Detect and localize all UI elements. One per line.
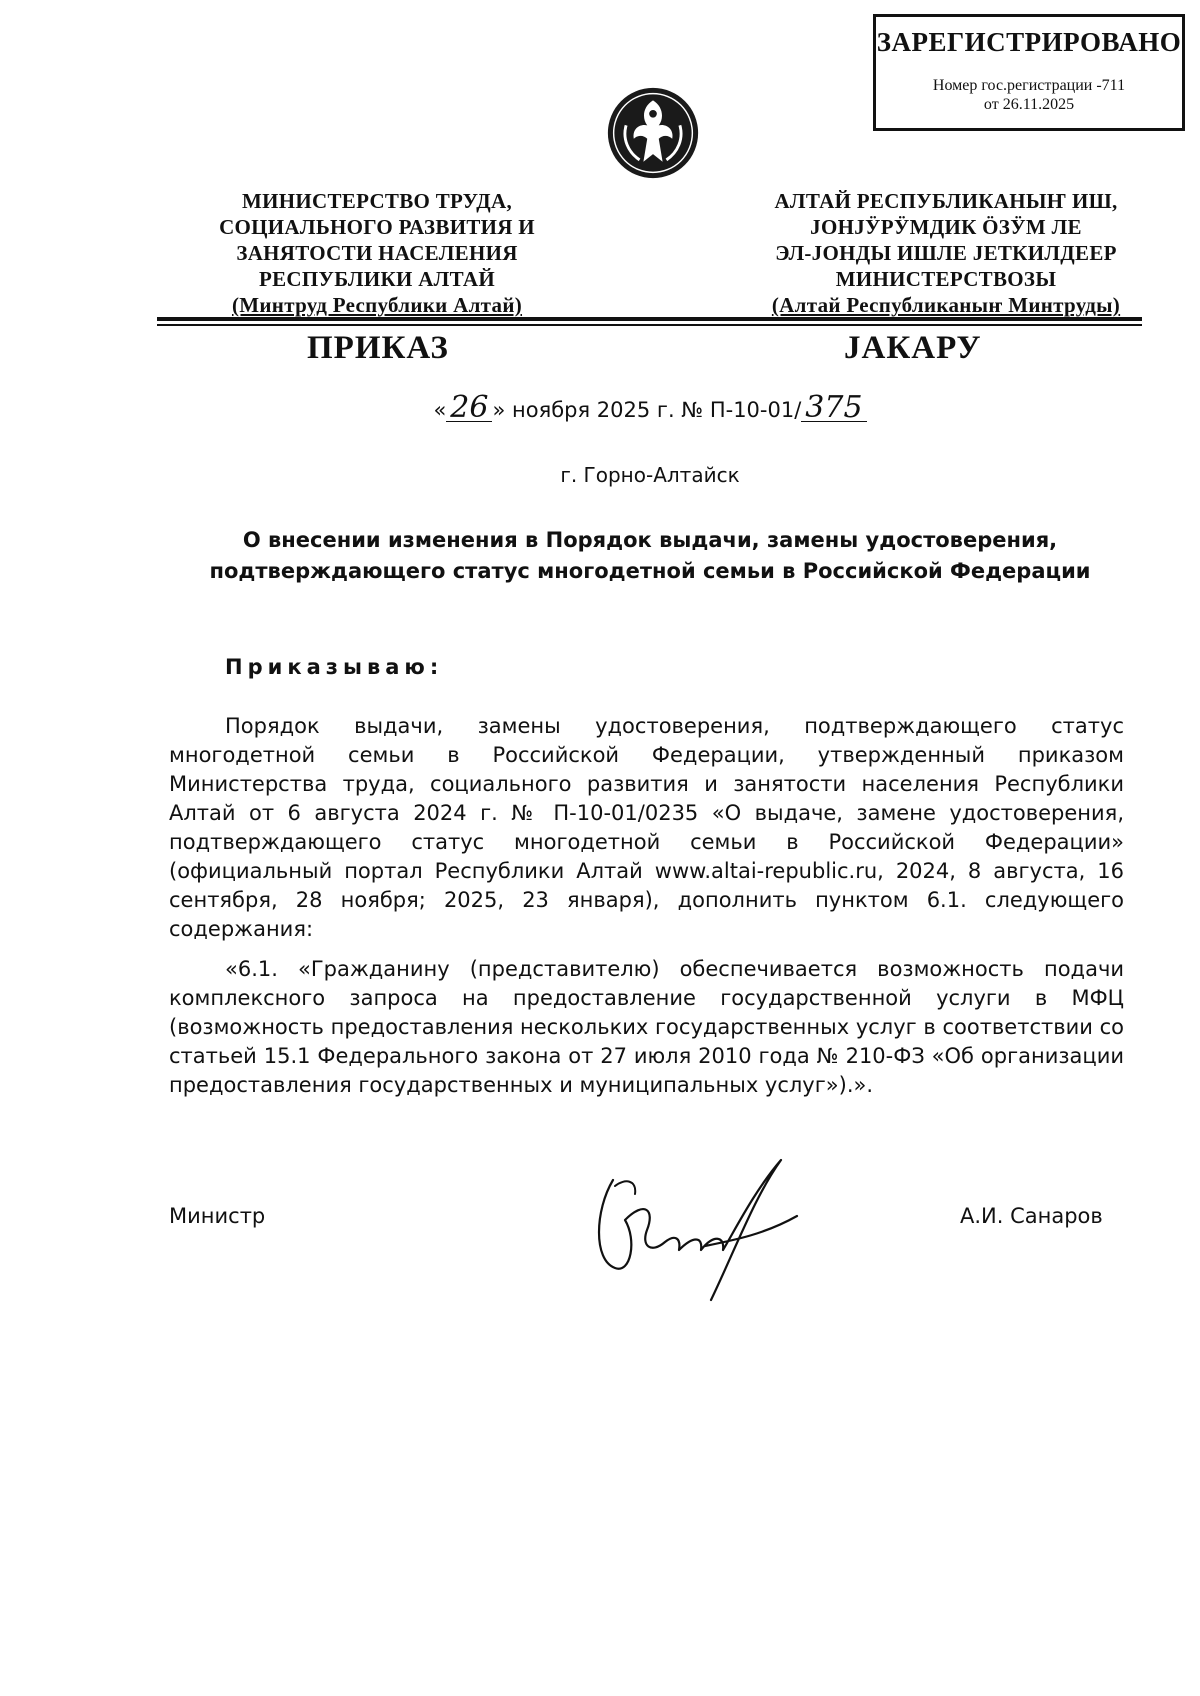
- paragraph-text: Порядок выдачи, замены удостоверения, подтверждающего статус многодетной семьи в Российской Федерации, утвержденный приказом Министерства труда, социального развития и занятости населения Республики Алтай от 6 августа 2024 г. № П-10-01/0235 «О выдаче, замене удостоверения, подтверждающего статус многодетной семьи в Российской Федерации» (официальный портал Республики Алтай www.altai-republic.ru, 2024, 8 августа, 16 сентября, 28 ноября; 2025, 23 января), дополнить пунктом 6.1. следующего содержания:: [169, 714, 1124, 941]
- header-right-line: МИНИСТЕРСТВОЗЫ: [835, 267, 1057, 291]
- order-word: Приказываю:: [225, 655, 444, 679]
- header-left-line: (Минтруд Республики Алтай): [231, 293, 523, 317]
- body-paragraph-2: [169, 955, 1124, 1100]
- date-number-line: [0, 390, 1200, 425]
- doc-type-altai: ЈАКАРУ: [844, 330, 982, 366]
- signer-name: А.И. Санаров: [960, 1204, 1103, 1228]
- stamp-reg-date: от 26.11.2025: [983, 96, 1075, 113]
- stamp-title: ЗАРЕГИСТРИРОВАНО: [876, 27, 1182, 57]
- signature-icon: [585, 1150, 815, 1310]
- registration-stamp: [873, 14, 1185, 131]
- header-right-line: ЈОНЈӰРӰМДИК ӦЗӰМ ЛЕ: [810, 215, 1082, 239]
- signer-position: Министр: [169, 1204, 266, 1228]
- header-left-line: ЗАНЯТОСТИ НАСЕЛЕНИЯ: [236, 241, 518, 265]
- header-left-line: СОЦИАЛЬНОГО РАЗВИТИЯ И: [219, 215, 535, 239]
- city: г. Горно-Алтайск: [560, 463, 740, 487]
- handwritten-day: 26: [446, 395, 492, 422]
- emblem-icon: [605, 85, 701, 181]
- document-title: [160, 525, 1140, 587]
- header-right: [736, 188, 1156, 318]
- header-left: [167, 188, 587, 318]
- header-right-line: (Алтай Республиканыҥ Минтруды): [771, 293, 1121, 317]
- stamp-reg-number: Номер гос.регистрации -711: [932, 77, 1126, 94]
- handwritten-number: 375: [801, 395, 866, 422]
- doc-type-russian: ПРИКАЗ: [307, 330, 449, 366]
- paragraph-text: «6.1. «Гражданину (представителю) обеспечивается возможность подачи комплексного запроса на предоставление государственной услуги в МФЦ (возможность предоставления нескольких государственных услуг в соответствии со статьей 15.1 Федерального закона от 27 июля 2010 года № 210-ФЗ «Об организации предоставления государственных и муниципальных услуг»).».: [169, 957, 1124, 1097]
- title-line: О внесении изменения в Порядок выдачи, замены удостоверения,: [242, 528, 1058, 552]
- date-month-year: » ноября 2025 г. № П-10-01/: [492, 398, 802, 422]
- header-left-line: МИНИСТЕРСТВО ТРУДА,: [241, 189, 512, 213]
- title-line: подтверждающего статус многодетной семьи в Российской Федерации: [209, 559, 1091, 583]
- body-paragraph-1: [169, 712, 1124, 944]
- header-divider-thin: [157, 324, 1142, 326]
- header-divider: [157, 317, 1142, 321]
- header-left-line: РЕСПУБЛИКИ АЛТАЙ: [259, 267, 495, 291]
- header-right-line: ЭЛ-ЈОНДЫ ИШЛЕ ЈЕТКИЛДЕЕР: [775, 241, 1117, 265]
- header-right-line: АЛТАЙ РЕСПУБЛИКАНЫҤ ИШ,: [774, 189, 1118, 213]
- date-open-quote: «: [433, 398, 447, 422]
